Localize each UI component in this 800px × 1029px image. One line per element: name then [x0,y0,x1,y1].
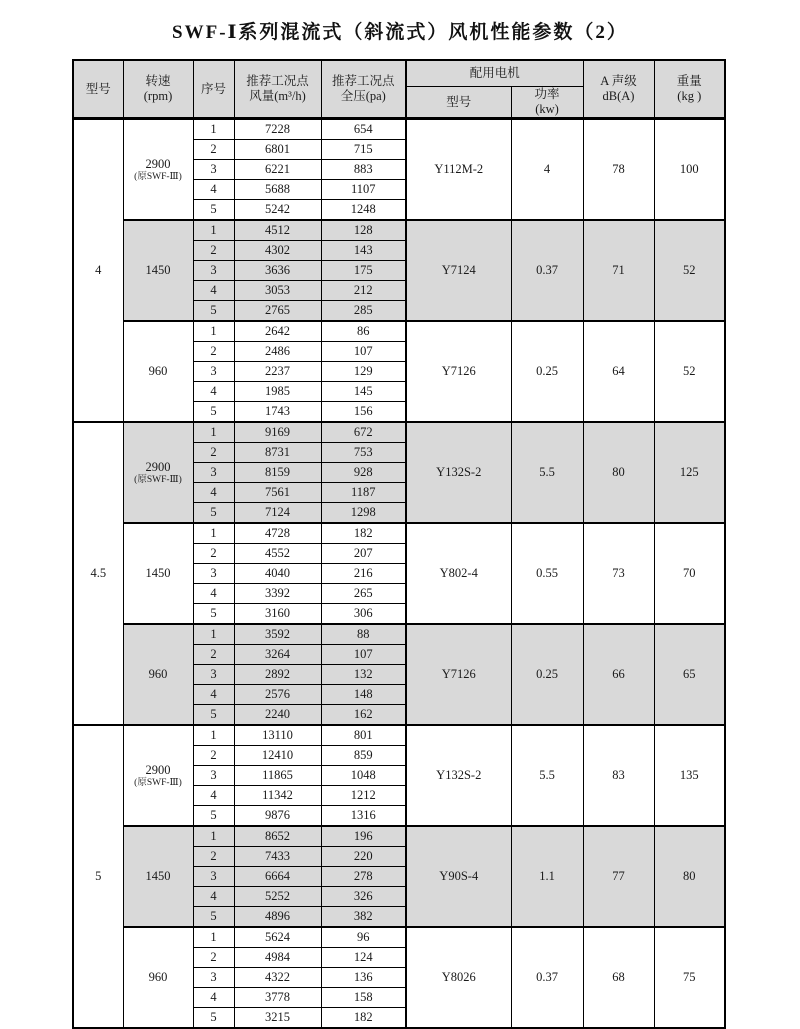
seq-cell: 4 [193,483,234,503]
header-pressure-line1: 推荐工况点 [331,74,395,88]
flow-cell: 9169 [234,422,321,443]
header-row-1 [73,60,725,87]
model-cell: 4 [73,119,123,423]
pressure-cell: 148 [321,685,406,705]
seq-cell: 3 [193,766,234,786]
seq-cell: 2 [193,544,234,564]
pressure-cell: 128 [321,220,406,241]
speed-value: 960 [148,364,168,378]
seq-cell: 2 [193,847,234,867]
noise-cell: 71 [583,220,654,321]
header-flow [234,60,321,119]
speed-value: 2900 [145,459,171,474]
flow-cell: 7561 [234,483,321,503]
flow-cell: 8731 [234,443,321,463]
power-cell: 0.55 [511,523,583,624]
table-row [73,927,725,948]
header-seq [193,60,234,119]
pressure-cell: 107 [321,645,406,665]
fan-spec-table [72,59,726,1029]
pressure-cell: 220 [321,847,406,867]
pressure-cell: 715 [321,140,406,160]
noise-cell: 78 [583,119,654,221]
speed-cell [123,220,193,321]
power-cell: 4 [511,119,583,221]
flow-cell: 4552 [234,544,321,564]
seq-cell: 2 [193,443,234,463]
flow-cell: 3636 [234,261,321,281]
seq-cell: 5 [193,907,234,928]
table-row [73,119,725,140]
seq-cell: 3 [193,968,234,988]
weight-cell: 75 [654,927,725,1028]
speed-note: (原SWF-Ⅲ) [134,474,182,485]
power-cell: 0.37 [511,927,583,1028]
weight-cell: 70 [654,523,725,624]
motor-model-cell: Y7124 [406,220,511,321]
speed-value: 2900 [145,156,171,171]
seq-cell: 2 [193,342,234,362]
flow-cell: 4512 [234,220,321,241]
header-motor-group: 配用电机 [406,60,583,87]
flow-cell: 4322 [234,968,321,988]
flow-cell: 3778 [234,988,321,1008]
pressure-cell: 859 [321,746,406,766]
pressure-cell: 88 [321,624,406,645]
motor-model-cell: Y132S-2 [406,725,511,826]
header-speed-line1: 转速 [145,74,171,88]
seq-cell: 4 [193,281,234,301]
flow-cell: 2576 [234,685,321,705]
pressure-cell: 156 [321,402,406,423]
pressure-cell: 107 [321,342,406,362]
pressure-cell: 382 [321,907,406,928]
motor-model-cell: Y112M-2 [406,119,511,221]
seq-cell: 2 [193,241,234,261]
seq-cell: 4 [193,685,234,705]
pressure-cell: 883 [321,160,406,180]
speed-cell [123,119,193,221]
table-row [73,624,725,645]
seq-cell: 5 [193,402,234,423]
seq-cell: 5 [193,200,234,221]
pressure-cell: 1248 [321,200,406,221]
seq-cell: 5 [193,604,234,625]
seq-cell: 2 [193,948,234,968]
pressure-cell: 129 [321,362,406,382]
seq-cell: 1 [193,119,234,140]
flow-cell: 9876 [234,806,321,827]
pressure-cell: 278 [321,867,406,887]
noise-cell: 66 [583,624,654,725]
flow-cell: 4984 [234,948,321,968]
weight-cell: 135 [654,725,725,826]
speed-value: 960 [148,667,168,681]
flow-cell: 2765 [234,301,321,322]
header-seq-label: 序号 [200,81,226,96]
table-header [73,60,725,119]
seq-cell: 1 [193,220,234,241]
flow-cell: 12410 [234,746,321,766]
flow-cell: 8652 [234,826,321,847]
table-row [73,220,725,241]
flow-cell: 7433 [234,847,321,867]
weight-cell: 80 [654,826,725,927]
speed-note: (原SWF-Ⅲ) [134,171,182,182]
seq-cell: 4 [193,887,234,907]
weight-cell: 100 [654,119,725,221]
flow-cell: 4040 [234,564,321,584]
flow-cell: 3392 [234,584,321,604]
flow-cell: 3160 [234,604,321,625]
flow-cell: 2237 [234,362,321,382]
flow-cell: 8159 [234,463,321,483]
flow-cell: 3592 [234,624,321,645]
speed-cell [123,927,193,1028]
noise-cell: 64 [583,321,654,422]
header-noise-line2: dB(A) [602,89,635,103]
pressure-cell: 1298 [321,503,406,524]
flow-cell: 11342 [234,786,321,806]
motor-model-cell: Y7126 [406,624,511,725]
flow-cell: 7228 [234,119,321,140]
table-row [73,725,725,746]
table-row [73,422,725,443]
flow-cell: 2486 [234,342,321,362]
flow-cell: 6664 [234,867,321,887]
flow-cell: 3053 [234,281,321,301]
seq-cell: 1 [193,321,234,342]
motor-model-cell: Y90S-4 [406,826,511,927]
seq-cell: 3 [193,160,234,180]
weight-cell: 125 [654,422,725,523]
flow-cell: 2892 [234,665,321,685]
header-power [511,87,583,119]
header-power-line2: (kw) [535,102,559,116]
power-cell: 0.25 [511,624,583,725]
motor-model-cell: Y132S-2 [406,422,511,523]
seq-cell: 5 [193,503,234,524]
speed-note: (原SWF-Ⅲ) [134,777,182,788]
flow-cell: 5242 [234,200,321,221]
pressure-cell: 158 [321,988,406,1008]
header-noise [583,60,654,119]
seq-cell: 3 [193,463,234,483]
header-flow-line2: 风量(m³/h) [249,89,306,103]
table-row [73,826,725,847]
power-cell: 0.37 [511,220,583,321]
pressure-cell: 124 [321,948,406,968]
seq-cell: 1 [193,725,234,746]
pressure-cell: 216 [321,564,406,584]
seq-cell: 1 [193,523,234,544]
speed-cell [123,523,193,624]
pressure-cell: 86 [321,321,406,342]
pressure-cell: 1107 [321,180,406,200]
noise-cell: 77 [583,826,654,927]
power-cell: 1.1 [511,826,583,927]
model-cell: 5 [73,725,123,1028]
pressure-cell: 196 [321,826,406,847]
speed-cell [123,422,193,523]
seq-cell: 5 [193,806,234,827]
flow-cell: 4728 [234,523,321,544]
table-body [73,119,725,1029]
table-row [73,523,725,544]
pressure-cell: 265 [321,584,406,604]
noise-cell: 83 [583,725,654,826]
header-flow-line1: 推荐工况点 [246,74,309,88]
pressure-cell: 182 [321,1008,406,1029]
table-row [73,321,725,342]
flow-cell: 7124 [234,503,321,524]
seq-cell: 4 [193,786,234,806]
speed-cell [123,826,193,927]
seq-cell: 3 [193,261,234,281]
pressure-cell: 1187 [321,483,406,503]
pressure-cell: 96 [321,927,406,948]
weight-cell: 65 [654,624,725,725]
flow-cell: 1743 [234,402,321,423]
header-noise-line1: A 声级 [600,74,637,88]
seq-cell: 5 [193,705,234,726]
pressure-cell: 182 [321,523,406,544]
speed-value: 960 [148,970,168,984]
speed-cell [123,725,193,826]
seq-cell: 4 [193,988,234,1008]
flow-cell: 11865 [234,766,321,786]
seq-cell: 4 [193,180,234,200]
pressure-cell: 928 [321,463,406,483]
seq-cell: 5 [193,1008,234,1029]
pressure-cell: 132 [321,665,406,685]
header-model [73,60,123,119]
header-weight-line2: (kg ) [677,89,702,103]
seq-cell: 3 [193,665,234,685]
seq-cell: 1 [193,422,234,443]
seq-cell: 1 [193,826,234,847]
header-speed-line2: (rpm) [143,89,173,103]
flow-cell: 5624 [234,927,321,948]
model-cell: 4.5 [73,422,123,725]
seq-cell: 5 [193,301,234,322]
flow-cell: 13110 [234,725,321,746]
speed-value: 1450 [145,263,171,277]
speed-value: 1450 [145,869,171,883]
header-motor-model: 型号 [406,87,511,119]
pressure-cell: 1048 [321,766,406,786]
pressure-cell: 326 [321,887,406,907]
speed-value: 2900 [145,762,171,777]
motor-model-cell: Y802-4 [406,523,511,624]
header-power-line1: 功率 [534,87,560,101]
header-pressure [321,60,406,119]
flow-cell: 3215 [234,1008,321,1029]
speed-cell [123,321,193,422]
pressure-cell: 285 [321,301,406,322]
seq-cell: 4 [193,382,234,402]
seq-cell: 3 [193,867,234,887]
page-title: SWF-Ⅰ系列混流式（斜流式）风机性能参数（2） [172,22,628,43]
seq-cell: 2 [193,645,234,665]
pressure-cell: 672 [321,422,406,443]
pressure-cell: 306 [321,604,406,625]
header-speed [123,60,193,119]
flow-cell: 4896 [234,907,321,928]
pressure-cell: 136 [321,968,406,988]
pressure-cell: 207 [321,544,406,564]
pressure-cell: 1316 [321,806,406,827]
flow-cell: 2240 [234,705,321,726]
flow-cell: 2642 [234,321,321,342]
pressure-cell: 654 [321,119,406,140]
speed-cell [123,624,193,725]
speed-value: 1450 [145,566,171,580]
power-cell: 0.25 [511,321,583,422]
flow-cell: 5252 [234,887,321,907]
flow-cell: 3264 [234,645,321,665]
power-cell: 5.5 [511,422,583,523]
seq-cell: 1 [193,624,234,645]
motor-model-cell: Y7126 [406,321,511,422]
power-cell: 5.5 [511,725,583,826]
pressure-cell: 162 [321,705,406,726]
pressure-cell: 143 [321,241,406,261]
seq-cell: 1 [193,927,234,948]
seq-cell: 2 [193,746,234,766]
header-weight [654,60,725,119]
motor-model-cell: Y8026 [406,927,511,1028]
pressure-cell: 801 [321,725,406,746]
seq-cell: 2 [193,140,234,160]
flow-cell: 6221 [234,160,321,180]
pressure-cell: 212 [321,281,406,301]
header-pressure-line2: 全压(pa) [340,89,386,103]
pressure-cell: 175 [321,261,406,281]
header-weight-line1: 重量 [676,74,702,88]
flow-cell: 4302 [234,241,321,261]
weight-cell: 52 [654,220,725,321]
seq-cell: 3 [193,362,234,382]
flow-cell: 1985 [234,382,321,402]
weight-cell: 52 [654,321,725,422]
pressure-cell: 753 [321,443,406,463]
noise-cell: 80 [583,422,654,523]
pressure-cell: 145 [321,382,406,402]
header-model-label: 型号 [85,81,111,96]
pressure-cell: 1212 [321,786,406,806]
seq-cell: 3 [193,564,234,584]
noise-cell: 73 [583,523,654,624]
flow-cell: 5688 [234,180,321,200]
noise-cell: 68 [583,927,654,1028]
flow-cell: 6801 [234,140,321,160]
seq-cell: 4 [193,584,234,604]
